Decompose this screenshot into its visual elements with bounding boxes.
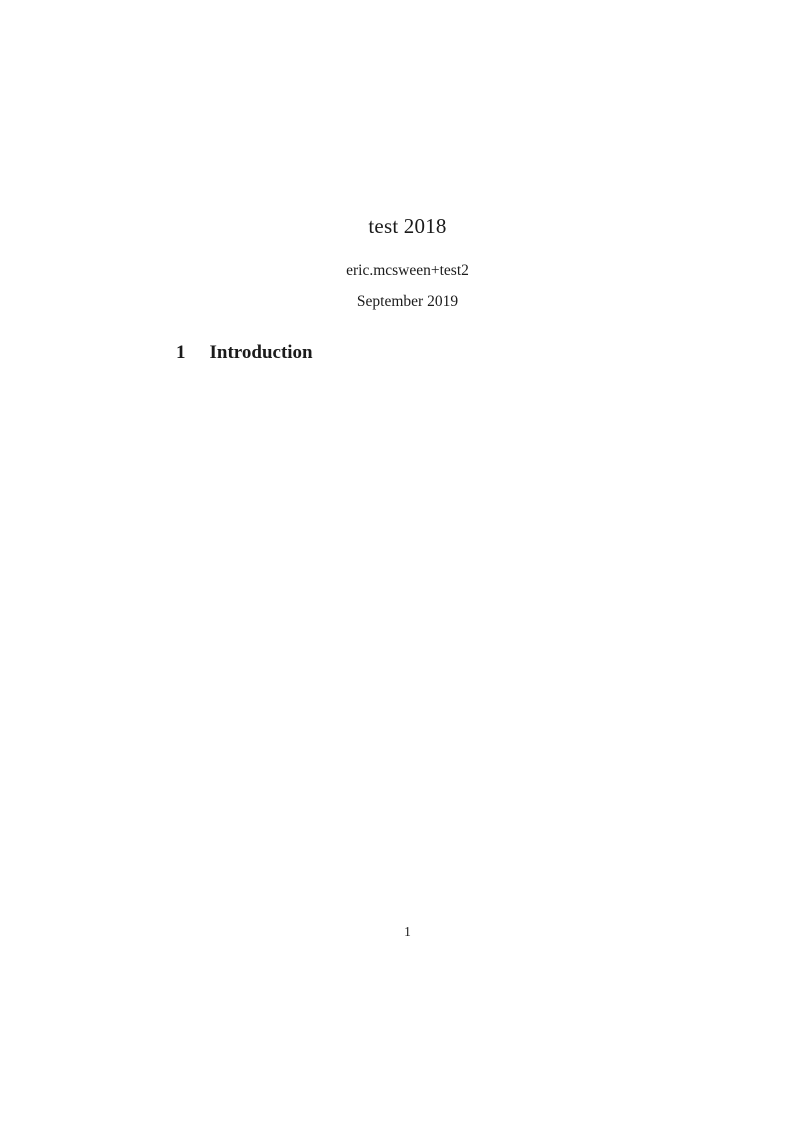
section-number: 1 bbox=[176, 342, 186, 364]
section-title: Introduction bbox=[209, 342, 313, 364]
document-title: test 2018 bbox=[368, 214, 447, 238]
section-heading bbox=[176, 342, 639, 365]
text-block bbox=[176, 0, 639, 365]
page-number: 1 bbox=[404, 924, 411, 939]
document-author: eric.mcsween+test2 bbox=[346, 262, 469, 280]
document-date: September 2019 bbox=[356, 292, 459, 310]
